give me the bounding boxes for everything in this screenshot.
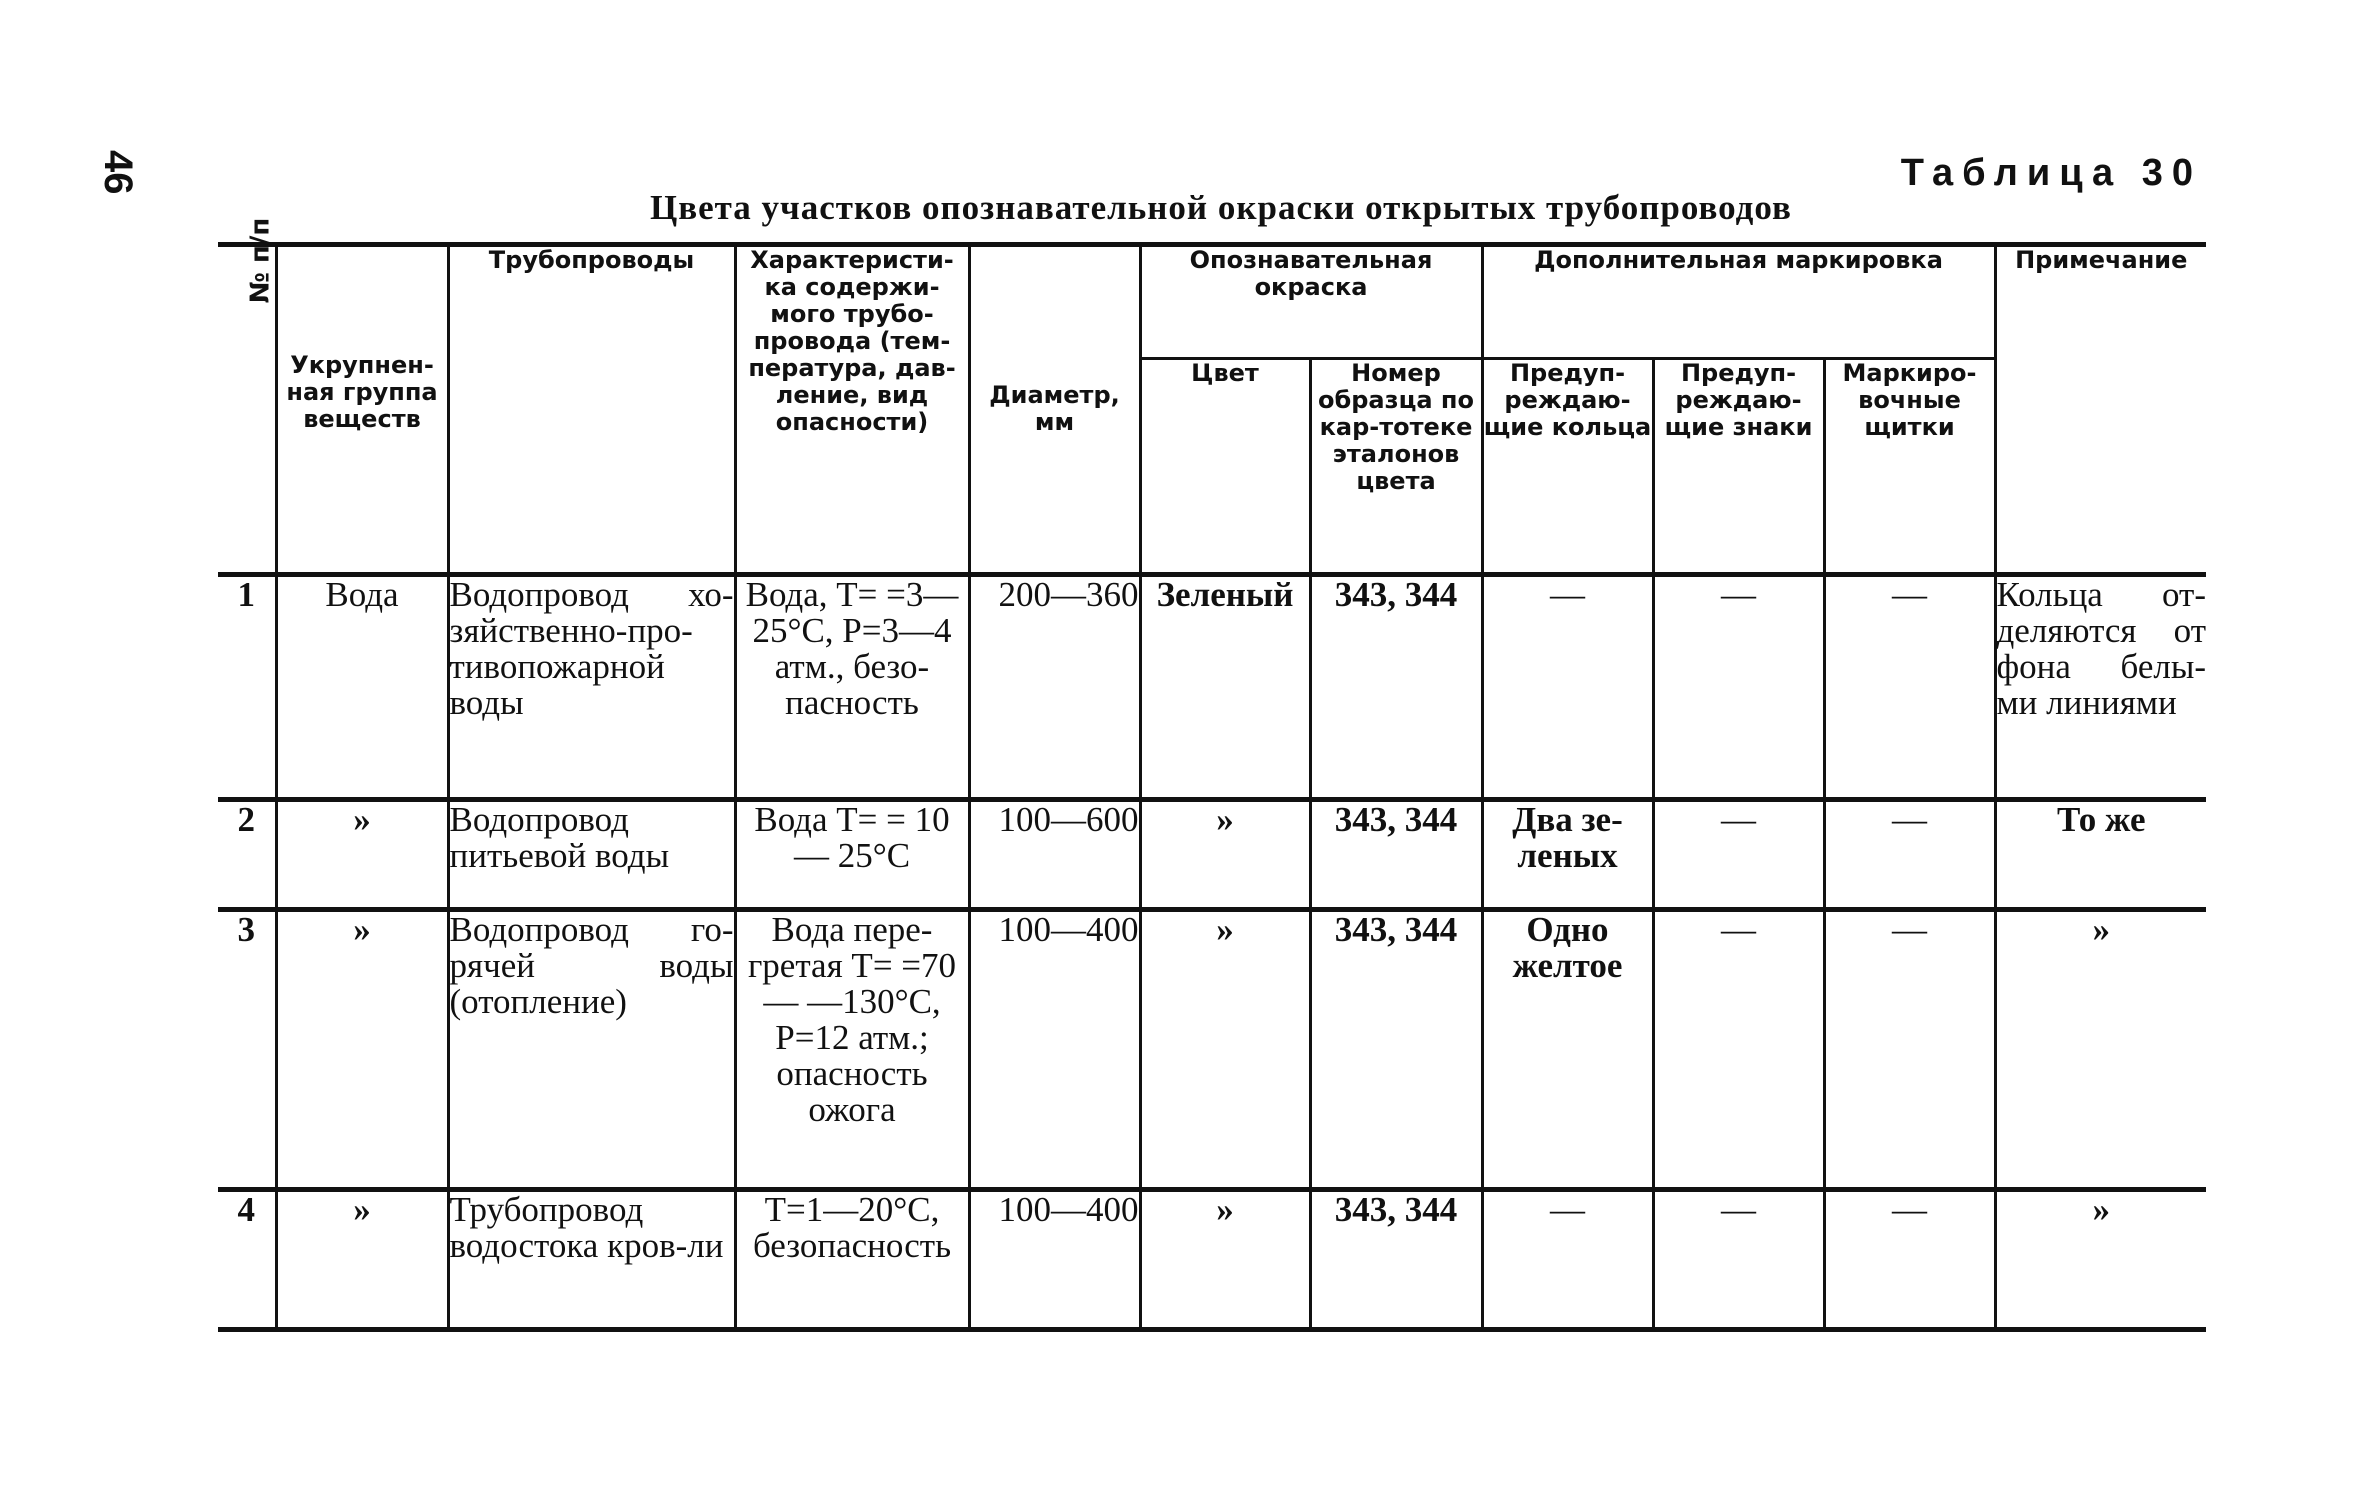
header-pipelines: Трубопроводы [448, 245, 735, 575]
row-rings: — [1482, 575, 1653, 800]
header-note: Примечание [1995, 245, 2206, 575]
row-num: 3 [218, 910, 276, 1190]
header-sample-no: Номер образца по кар-тотеке эталонов цвета [1310, 359, 1482, 575]
row-plates: — [1824, 575, 1995, 800]
row-sample: 343, 344 [1310, 575, 1482, 800]
table-row [218, 1190, 2206, 1330]
row-characteristic: Вода пере-гретая T= =70— —130°C, P=12 атм.; опасность ожога [735, 910, 969, 1190]
row-signs: — [1653, 1190, 1824, 1330]
row-signs: — [1653, 800, 1824, 910]
row-num: 4 [218, 1190, 276, 1330]
header-num: № п/п [218, 245, 276, 575]
row-plates: — [1824, 910, 1995, 1190]
row-color: » [1140, 1190, 1310, 1330]
table-title: Цвета участков опознавательной окраски открытых трубопроводов [650, 188, 1792, 227]
row-note: То же [1995, 800, 2206, 910]
header-group: Укрупнен-ная группа веществ [276, 245, 448, 575]
row-group: » [276, 800, 448, 910]
row-sample: 343, 344 [1310, 1190, 1482, 1330]
row-color: » [1140, 800, 1310, 910]
table-label: Таблица 30 [1900, 152, 2202, 194]
row-pipeline: Водопровод питьевой воды [448, 800, 735, 910]
row-group: Вода [276, 575, 448, 800]
row-plates: — [1824, 1190, 1995, 1330]
row-rings: Два зе-леных [1482, 800, 1653, 910]
row-color: » [1140, 910, 1310, 1190]
row-group: » [276, 1190, 448, 1330]
header-marker-plates: Маркиро-вочные щитки [1824, 359, 1995, 575]
table-row [218, 910, 2206, 1190]
row-color: Зеленый [1140, 575, 1310, 800]
header-warn-signs: Предуп-реждаю-щие знаки [1653, 359, 1824, 575]
header-color: Цвет [1140, 359, 1310, 575]
row-pipeline: Водопровод го-рячей воды (отопление) [448, 910, 735, 1190]
row-characteristic: Вода T= = 10 — 25°C [735, 800, 969, 910]
pipeline-color-table [218, 217, 2206, 1332]
row-diameter: 200—360 [969, 575, 1140, 800]
header-id-paint: Опознавательная окраска [1140, 245, 1482, 359]
row-group: » [276, 910, 448, 1190]
row-characteristic: Вода, T= =3—25°C, P=3—4 атм., безо-пасность [735, 575, 969, 800]
table-row [218, 575, 2206, 800]
row-num: 2 [218, 800, 276, 910]
row-diameter: 100—400 [969, 910, 1140, 1190]
header-characteristic: Характеристи-ка содержи-мого трубо-провода (тем-пература, дав-ление, вид опасности) [735, 245, 969, 575]
row-diameter: 100—400 [969, 1190, 1140, 1330]
row-note: Кольца от-деляются от фона белы-ми линиями [1995, 575, 2206, 800]
row-num: 1 [218, 575, 276, 800]
row-pipeline: Трубопровод водостока кров-ли [448, 1190, 735, 1330]
row-note: » [1995, 910, 2206, 1190]
header-diameter: Диаметр, мм [969, 245, 1140, 575]
row-sample: 343, 344 [1310, 910, 1482, 1190]
row-diameter: 100—600 [969, 800, 1140, 910]
row-rings: — [1482, 1190, 1653, 1330]
page-number: 46 [96, 150, 140, 195]
row-characteristic: T=1—20°C, безопасность [735, 1190, 969, 1330]
row-note: » [1995, 1190, 2206, 1330]
row-sample: 343, 344 [1310, 800, 1482, 910]
header-warn-rings: Предуп-реждаю-щие кольца [1482, 359, 1653, 575]
row-plates: — [1824, 800, 1995, 910]
header-extra-marking: Дополнительная маркировка [1482, 245, 1995, 359]
row-signs: — [1653, 910, 1824, 1190]
row-signs: — [1653, 575, 1824, 800]
row-pipeline: Водопровод хо-зяйственно-про-тивопожарной воды [448, 575, 735, 800]
row-rings: Одно желтое [1482, 910, 1653, 1190]
table-row [218, 800, 2206, 910]
